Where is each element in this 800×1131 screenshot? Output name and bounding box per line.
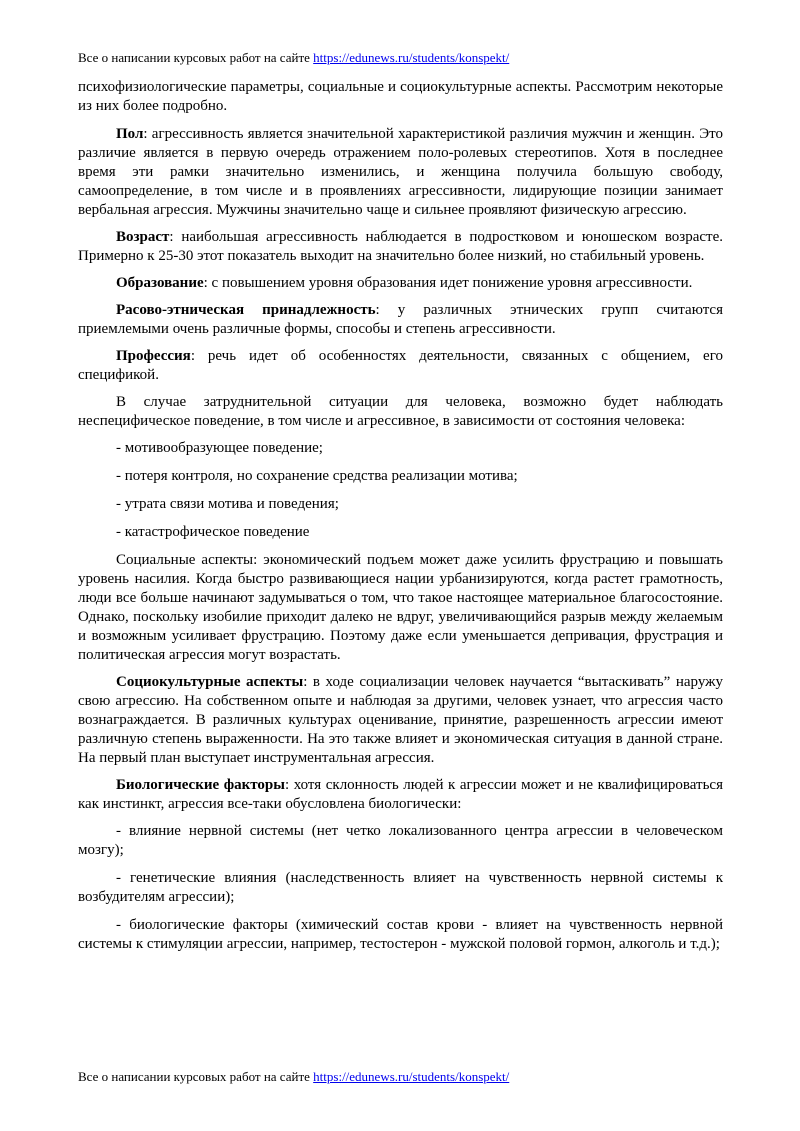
list-item: - мотивообразующее поведение; [116,440,323,456]
paragraph-age-text: : наибольшая агрессивность наблюдается в подростковом и юношеском возрасте. Примерно к 25-30 этот показатель выходит на значительно более низкий, но стабильный уровень. [78,229,723,264]
paragraph-age [78,228,723,266]
term-sociocultural: Социокультурные аспекты [116,674,304,690]
paragraph-biological [78,776,723,814]
term-gender: Пол [116,126,144,142]
paragraph-sociocultural [78,673,723,768]
list-item: - генетические влияния (наследственность влияет на чувственность нервной системы к возбудителям агрессии); [78,870,723,905]
footer-text: Все о написании курсовых работ на сайте [78,1069,314,1084]
term-age: Возраст [116,229,170,245]
header-link[interactable]: https://edunews.ru/students/konspekt/ [313,50,510,65]
running-header [78,50,509,66]
term-biological: Биологические факторы [116,777,285,793]
term-ethnicity: Расово-этническая принадлежность [116,302,376,318]
header-text: Все о написании курсовых работ на сайте [78,50,314,65]
paragraph-education-text: : с повышением уровня образования идет понижение уровня агрессивности. [203,275,693,291]
paragraph-social: Социальные аспекты: экономический подъем может даже усилить фрустрацию и повышать уровень насилия. Когда быстро развивающиеся нации урбанизируются, когда растет грамотность, люди все больше начинают задумываться о том, что такое настоящее материальное благосостояние. Однако, поскольку изобилие приходит далеко не вдруг, увеличивающийся разрыв между желаемым и возможным усиливает фрустрацию. Поэтому даже если уменьшается депривация, фрустрация и политическая агрессия могут возрастать. [78,552,723,663]
list-item: - потеря контроля, но сохранение средства реализации мотива; [116,468,518,484]
paragraph-intro: психофизиологические параметры, социальные и социокультурные аспекты. Рассмотрим некоторые из них более подробно. [78,79,723,114]
paragraph-ethnicity [78,301,723,339]
paragraph-gender [78,125,723,220]
term-profession: Профессия [116,348,191,364]
running-footer [78,1069,509,1085]
paragraph-gender-text: : агрессивность является значительной характеристикой различия мужчин и женщин. Это различие является в первую очередь отражением поло-ролевых стереотипов. Хотя в последнее время эти рамки значительно изменились, и женщина получила большую свободу, самоопределение, в том числе и в проявлениях агрессивности, лидирующие позиции занимает вербальная агрессия. Мужчины значительно чаще и сильнее проявляют физическую агрессию. [78,126,723,218]
paragraph-ethnicity-text: : у различных этнических групп считаются приемлемыми очень различные формы, способы и степень агрессивности. [78,302,723,337]
list-item: - утрата связи мотива и поведения; [116,496,339,512]
paragraph-sociocultural-text: : в ходе социализации человек научается “вытаскивать” наружу свою агрессию. На собственном опыте и наблюдая за другими, человек узнает, что агрессия часто вознаграждается. В различных культурах оценивание, принятие, разрешенность агрессии имеют различную степень выраженности. На это также влияет и экономическая ситуация в данной стране. На первый план выступает инструментальная агрессия. [78,674,723,766]
list-item: - катастрофическое поведение [116,524,310,540]
paragraph-profession [78,347,723,385]
list-item: - влияние нервной системы (нет четко локализованного центра агрессии в человеческом мозгу); [78,823,723,858]
document-body [78,78,723,963]
footer-link[interactable]: https://edunews.ru/students/konspekt/ [313,1069,510,1084]
paragraph-profession-text: : речь идет об особенностях деятельности, связанных с общением, его спецификой. [78,348,723,383]
paragraph-biological-text: : хотя склонность людей к агрессии может и не квалифицироваться как инстинкт, агрессия все-таки обусловлена биологически: [78,777,723,812]
term-education: Образование [116,275,204,291]
paragraph-education [78,274,723,293]
paragraph-situation: В случае затруднительной ситуации для человека, возможно будет наблюдать неспецифическое поведение, в том числе и агрессивное, в зависимости от состояния человека: [78,394,723,429]
list-item: - биологические факторы (химический состав крови - влияет на чувственность нервной системы к стимуляции агрессии, например, тестостерон - мужской половой гормон, алкоголь и т.д.); [78,917,723,952]
